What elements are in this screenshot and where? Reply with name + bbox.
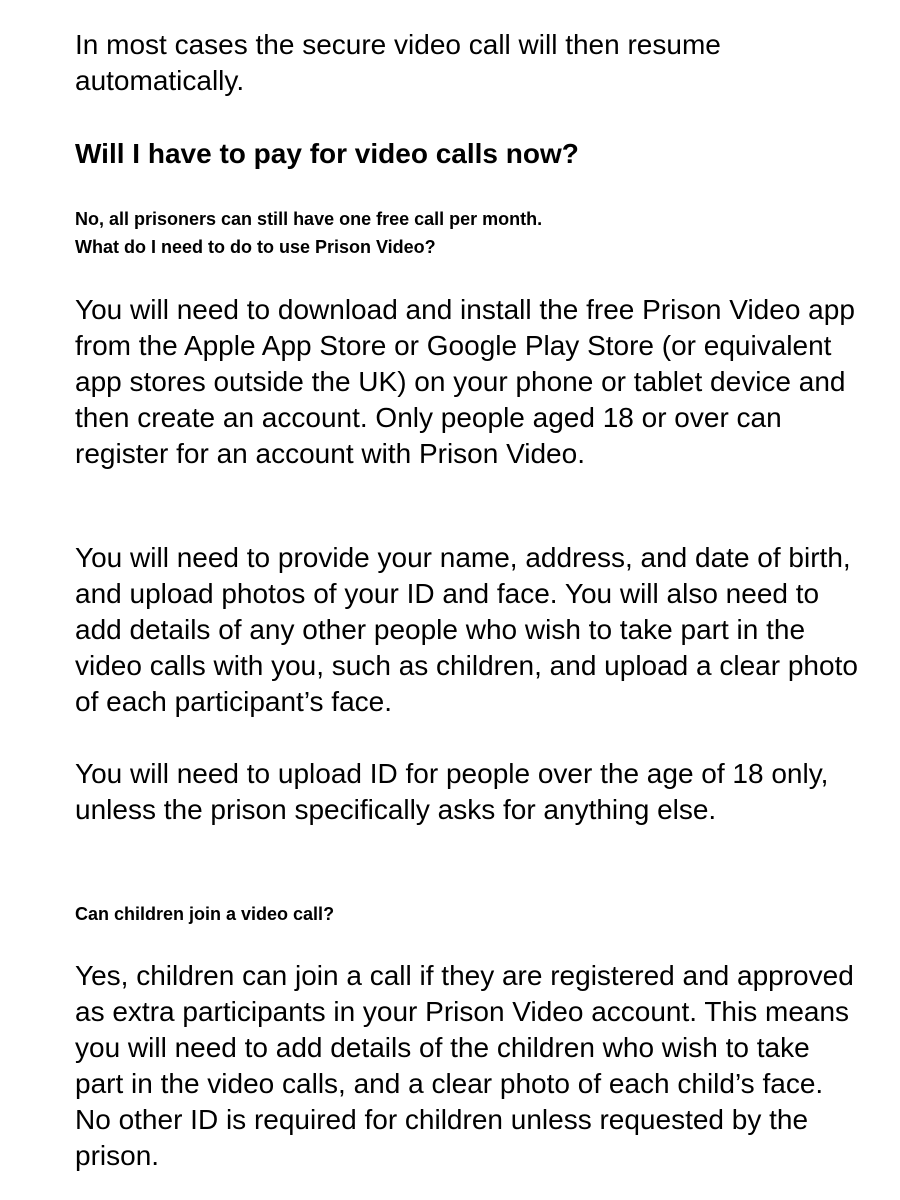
answer-children-paragraph: Yes, children can join a call if they are registered and approved as extra participants in your Prison Video account. This means you will need to add details of the children who wish to take part in the video calls, and a clear photo of each child’s face. No other ID is required for children unless requested by the prison. [75, 960, 854, 1171]
answer-use-paragraph-1: You will need to download and install the free Prison Video app from the Apple App Store or Google Play Store (or equivalent app stores outside the UK) on your phone or tablet device and then create an account. Only people aged 18 or over can register for an account with Prison Video. [75, 294, 855, 469]
answer-use-paragraph-2: You will need to provide your name, address, and date of birth, and upload photos of your ID and face. You will also need to add details of any other people who wish to take part in the video calls with you, such as children, and upload a clear photo of each participant’s face. [75, 542, 858, 717]
answer-payment-text: No, all prisoners can still have one free call per month. [75, 209, 543, 229]
question-use-heading: What do I need to do to use Prison Video? [75, 237, 436, 257]
answer-use-paragraph-3: You will need to upload ID for people over the age of 18 only, unless the prison specifically asks for anything else. [75, 758, 829, 825]
question-children-heading: Can children join a video call? [75, 904, 335, 924]
question-payment-heading: Will I have to pay for video calls now? [75, 138, 579, 169]
intro-paragraph: In most cases the secure video call will then resume automatically. [75, 29, 721, 96]
